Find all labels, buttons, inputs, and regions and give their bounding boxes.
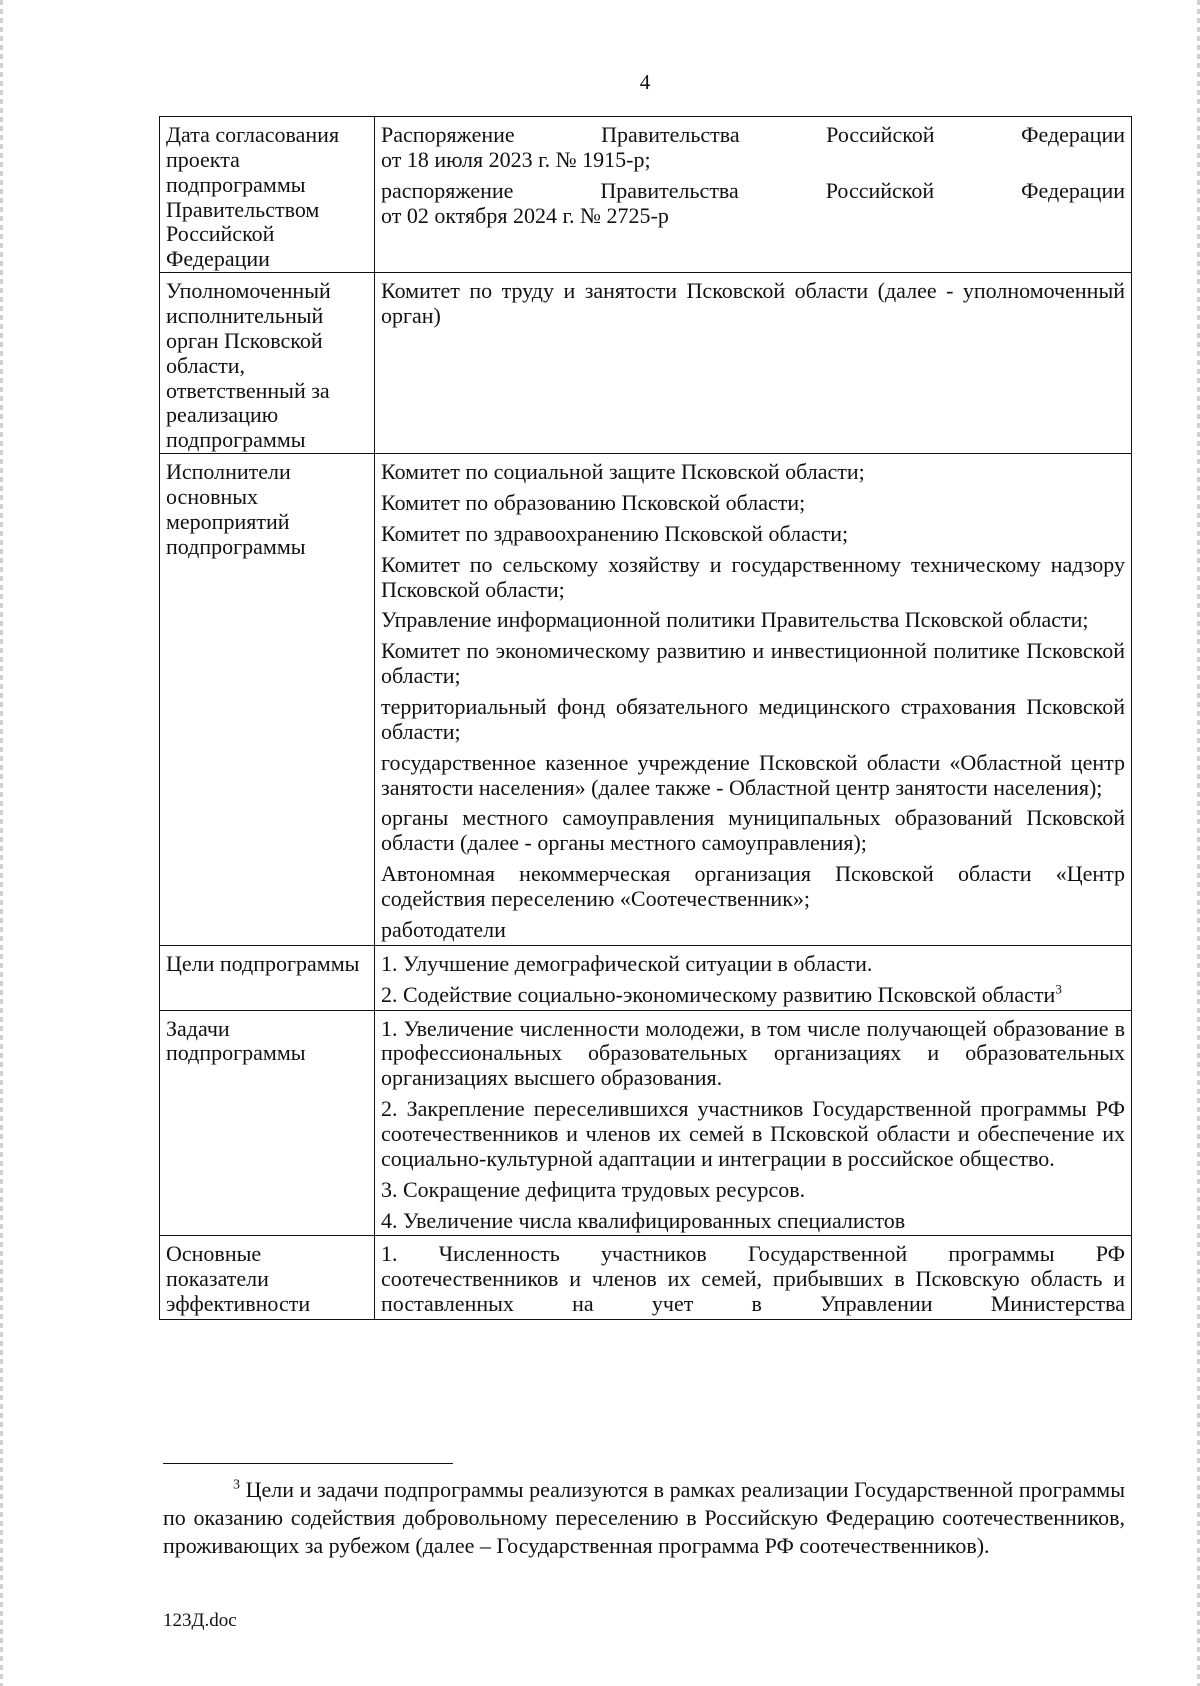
paragraph-rest: от 02 октября 2024 г. № 2725-р [381,202,669,228]
paragraph-rest: от 18 июля 2023 г. № 1915-р; [381,146,651,172]
footnote-reference: 3 [1055,981,1062,997]
row-label: Задачи подпрограммы [160,1010,375,1236]
row-label: Уполномоченный исполнительный орган Псковской области, ответственный за реализацию подпрограммы [160,273,375,454]
scan-edge-left [0,0,3,1686]
table-row [160,1010,1132,1236]
paragraph: 1. Увеличение численности молодежи, в том числе получающей образование в профессиональных образовательных организациях и образовательных организациях высшего образования. [381,1015,1125,1091]
paragraph: Управление информационной политики Правительства Псковской области; [381,607,1089,633]
paragraph: Комитет по образованию Псковской области; [381,490,806,516]
table-row [160,1236,1132,1320]
paragraph: государственное казенное учреждение Псковской области «Областной центр занятости населения» (далее также - Областной центр занятости населения); [381,749,1125,800]
paragraph: органы местного самоуправления муниципальных образований Псковской области (далее - органы местного самоуправления); [381,805,1125,856]
paragraph: Комитет по социальной защите Псковской области; [381,459,865,485]
row-label: Основные показатели эффективности [160,1236,375,1320]
row-value [375,945,1132,1010]
paragraph: Автономная некоммерческая организация Псковской области «Центр содействия переселению «Соотечественник»; [381,861,1125,912]
paragraph: работодатели [381,916,506,942]
paragraph: 1. Численность участников Государственной программы РФ соотечественников и членов их семей, прибывших в Псковскую область и поставленных на учет в Управлении Министерства [381,1241,1125,1317]
footnote-text: Цели и задачи подпрограммы реализуются в рамках реализации Государственной программы по оказанию содействия добровольному переселению в Российскую Федерацию соотечественников, проживающих за рубежом (далее – Государственная программа РФ соотечественников). [163,1477,1126,1558]
paragraph [381,179,1125,229]
paragraph-first-line: распоряжение Правительства Российской Федерации [381,177,1125,203]
paragraph: 4. Увеличение числа квалифицированных специалистов [381,1207,906,1233]
row-value [375,454,1132,946]
document-filename: 123Д.doc [163,1610,237,1631]
paragraph: Комитет по сельскому хозяйству и государственному техническому надзору Псковской области; [381,551,1125,602]
paragraph: Комитет по экономическому развитию и инвестиционной политике Псковской области; [381,638,1125,689]
paragraph-first-line: Распоряжение Правительства Российской Федерации [381,122,1125,147]
row-label: Дата согласования проекта подпрограммы Правительством Российской Федерации [160,117,375,273]
row-label: Исполнители основных мероприятий подпрограммы [160,454,375,946]
paragraph-text: 2. Содействие социально-экономическому развитию Псковской области [381,981,1056,1007]
row-value [375,1010,1132,1236]
page-number: 4 [639,70,651,94]
paragraph: Комитет по здравоохранению Псковской области; [381,520,849,546]
paragraph [381,983,1125,1008]
footnote [163,1476,1125,1560]
table-row [160,117,1132,273]
paragraph: 1. Улучшение демографической ситуации в области. [381,950,873,976]
paragraph: 2. Закрепление переселившихся участников Государственной программы РФ соотечественников и членов их семей в Псковской области и обеспечение их социально-культурной адаптации и интеграции в российское общество. [381,1096,1125,1171]
row-value [375,273,1132,454]
table-row [160,945,1132,1010]
table-row [160,454,1132,946]
table-row [160,273,1132,454]
row-value [375,117,1132,273]
paragraph [381,123,1125,173]
paragraph: Комитет по труду и занятости Псковской области (далее - уполномоченный орган) [381,278,1125,329]
paragraph: территориальный фонд обязательного медицинского страхования Псковской области; [381,694,1125,744]
row-label: Цели подпрограммы [160,945,375,1010]
passport-table [159,116,1132,1320]
row-value [375,1236,1132,1320]
footnote-separator [163,1463,453,1464]
paragraph: 3. Сокращение дефицита трудовых ресурсов. [381,1176,806,1202]
footnote-mark: 3 [233,1477,240,1493]
